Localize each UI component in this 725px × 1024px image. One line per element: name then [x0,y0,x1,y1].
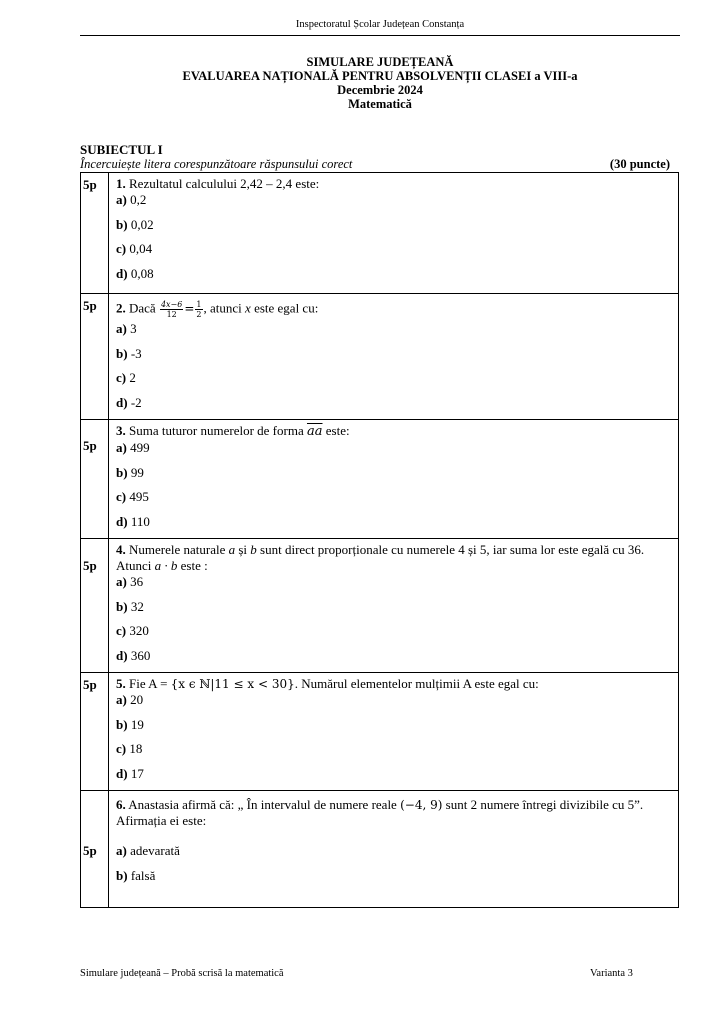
question-4-option-b[interactable]: b) 32 [116,598,144,614]
question-3 [109,420,679,539]
overline-aa: $\overline{aa}$ [306,424,323,439]
question-5-stem: 5. Fie A = {x ϵ ℕ|11 ≤ x < 30}. Numărul elementelor mulțimii A este egal cu: [116,676,539,691]
question-4-points: 5p [81,539,109,673]
question-2 [109,294,679,420]
question-2-points: 5p [81,294,109,420]
inspectorate-header: Inspectoratul Școlar Județean Constanța [295,19,465,30]
question-3-option-c[interactable]: c) 495 [116,489,149,504]
question-5-option-b[interactable]: b) 19 [116,716,144,732]
question-6 [109,791,679,908]
interval-notation: (−4, 9) [400,798,443,812]
fraction-1-over-2: $\frac{1}{2}$ [196,300,202,319]
question-2-option-c[interactable]: c) 2 [116,370,136,385]
title-line-4: Matematică [348,97,412,111]
header-divider [80,35,680,36]
question-2-stem: 2. Dacă $\frac{4x-6}{12}$ = $\frac{1}{2}$ , atunci x este egal cu: [116,300,319,319]
question-2-option-d[interactable]: d) -2 [116,394,142,410]
question-1-option-d[interactable]: d) 0,08 [116,265,154,281]
title-line-3: Decembrie 2024 [337,83,423,97]
question-row-2 [81,294,679,420]
question-1-option-c[interactable]: c) 0,04 [116,241,153,256]
footer-left: Simulare județeană – Probă scrisă la matematică [80,968,284,979]
question-6-points: 5p [81,791,109,908]
question-row-3 [81,420,679,539]
question-1 [109,173,679,294]
question-1-option-b[interactable]: b) 0,02 [116,216,154,232]
question-6-stem: 6. Anastasia afirmă că: „ În intervalul de numere reale (−4, 9) sunt 2 numere întregi divizibile cu 5”. Afirmația ei este: [116,797,644,828]
question-1-number: 1. [116,176,126,191]
question-6-option-b[interactable]: b) falsă [116,867,156,883]
question-1-option-a[interactable]: a) 0,2 [116,192,147,207]
subject-title: SUBIECTUL I [80,142,163,157]
question-3-stem: 3. Suma tuturor numerelor de forma $\overline{aa}$ este: [116,423,350,439]
question-3-option-d[interactable]: d) 110 [116,513,150,529]
question-4-option-d[interactable]: d) 360 [116,647,151,663]
footer-variant: Varianta 3 [590,968,633,979]
title-line-2: EVALUAREA NAȚIONALĂ PENTRU ABSOLVENȚII CLASEI a VIII-a [182,69,578,83]
question-5 [109,673,679,791]
instruction-row [80,157,670,172]
question-4-stem: 4. Numerele naturale a și b sunt direct proporționale cu numerele 4 și 5, iar suma lor este egală cu 36. Atunci a · b este : [116,542,645,573]
question-3-option-a[interactable]: a) 499 [116,440,150,455]
question-3-number: 3. [116,423,126,438]
question-4-option-c[interactable]: c) 320 [116,623,149,638]
question-5-points: 5p [81,673,109,791]
question-2-option-b[interactable]: b) -3 [116,345,142,361]
question-5-option-a[interactable]: a) 20 [116,692,144,707]
question-row-5 [81,673,679,791]
set-definition: {x ϵ ℕ|11 ≤ x < 30} [170,677,295,691]
question-4-number: 4. [116,542,126,557]
question-5-option-d[interactable]: d) 17 [116,765,144,781]
section-points: (30 puncte) [609,157,670,171]
instruction-text: Încercuiește litera corespunzătoare răspunsului corect [80,157,353,171]
question-6-option-a[interactable]: a) adevarată [116,843,180,858]
question-1-text: Rezultatul calculului 2,42 – 2,4 este: [129,176,320,191]
question-5-option-c[interactable]: c) 18 [116,741,143,756]
question-5-number: 5. [116,676,126,691]
question-row-1 [81,173,679,294]
question-2-option-a[interactable]: a) 3 [116,321,137,336]
exam-title [80,55,680,111]
question-1-points: 5p [81,173,109,294]
question-3-points: 5p [81,420,109,539]
fraction-4x-6-over-12: $\frac{4x-6}{12}$ [160,300,183,319]
question-row-4 [81,539,679,673]
question-3-option-b[interactable]: b) 99 [116,464,144,480]
question-1-stem [116,173,672,192]
questions-table [80,172,679,908]
question-row-6 [81,791,679,908]
title-line-1: SIMULARE JUDEȚEANĂ [306,55,454,69]
question-2-number: 2. [116,300,126,316]
question-4-option-a[interactable]: a) 36 [116,574,144,589]
question-6-number: 6. [116,797,126,812]
question-4 [109,539,679,673]
